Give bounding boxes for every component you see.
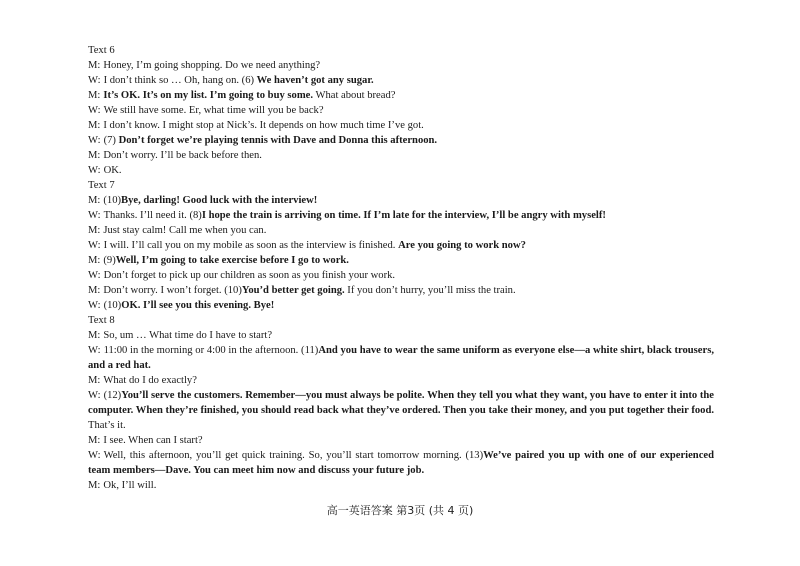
speaker-label: W:: [88, 240, 101, 251]
dialogue-text: Thanks. I’ll need it. (8): [103, 210, 202, 221]
speaker-label: M:: [88, 255, 101, 266]
dialogue-line: [88, 328, 714, 343]
dialogue-text: Text 8: [88, 315, 115, 326]
dialogue-text: I will. I’ll call you on my mobile as soon as the interview is finished.: [103, 240, 399, 251]
dialogue-line: [88, 238, 714, 253]
answer-text: We haven’t got any sugar.: [256, 75, 374, 86]
dialogue-text: Don’t forget to pick up our children as soon as you finish your work.: [103, 270, 396, 281]
dialogue-text: Honey, I’m going shopping. Do we need anything?: [103, 60, 321, 71]
dialogue-text: (9): [103, 255, 116, 266]
dialogue-line: [88, 268, 714, 283]
speaker-label: M:: [88, 60, 101, 71]
dialogue-text: (12): [103, 390, 122, 401]
speaker-label: W:: [88, 300, 101, 311]
dialogue-text: I don’t think so … Oh, hang on. (6): [103, 75, 257, 86]
dialogue-text: (7): [103, 135, 119, 146]
speaker-label: M:: [88, 435, 101, 446]
speaker-label: M:: [88, 195, 101, 206]
dialogue-text: What about bread?: [313, 90, 396, 101]
speaker-label: W:: [88, 450, 101, 461]
answer-text: You’d better get going.: [241, 285, 345, 296]
answer-transcript: [88, 43, 714, 493]
dialogue-text: OK.: [103, 165, 122, 176]
dialogue-text: (10): [103, 300, 122, 311]
dialogue-line: [88, 73, 714, 88]
speaker-label: W:: [88, 105, 101, 116]
dialogue-line: [88, 388, 714, 433]
speaker-label: M:: [88, 330, 101, 341]
dialogue-line: [88, 283, 714, 298]
answer-text: We’ve paired you up with one of our experienced team members—Dave. You can meet him now and discuss your future job.: [88, 450, 714, 476]
speaker-label: M:: [88, 480, 101, 491]
dialogue-text: What do I do exactly?: [103, 375, 197, 386]
dialogue-text: Don’t worry. I won’t forget. (10): [103, 285, 242, 296]
answer-text: OK. I’ll see you this evening. Bye!: [121, 300, 275, 311]
dialogue-line: [88, 148, 714, 163]
speaker-label: M:: [88, 90, 101, 101]
speaker-label: W:: [88, 135, 101, 146]
dialogue-line: [88, 433, 714, 448]
dialogue-text: (10): [103, 195, 122, 206]
speaker-label: W:: [88, 270, 101, 281]
speaker-label: W:: [88, 210, 101, 221]
dialogue-text: So, um … What time do I have to start?: [103, 330, 273, 341]
dialogue-text: Ok, I’ll will.: [103, 480, 157, 491]
dialogue-line: [88, 223, 714, 238]
dialogue-line: [88, 373, 714, 388]
dialogue-line: [88, 298, 714, 313]
speaker-label: W:: [88, 75, 101, 86]
dialogue-line: [88, 343, 714, 373]
section-heading: [88, 178, 714, 193]
answer-text: Don’t forget we’re playing tennis with Dave and Donna this afternoon.: [118, 135, 438, 146]
dialogue-line: [88, 58, 714, 73]
speaker-label: W:: [88, 165, 101, 176]
dialogue-line: [88, 193, 714, 208]
dialogue-text: We still have some. Er, what time will you be back?: [103, 105, 324, 116]
dialogue-text: 11:00 in the morning or 4:00 in the afternoon. (11): [103, 345, 319, 356]
section-heading: [88, 43, 714, 58]
speaker-label: M:: [88, 375, 101, 386]
dialogue-line: [88, 103, 714, 118]
dialogue-text: Just stay calm! Call me when you can.: [103, 225, 267, 236]
dialogue-line: [88, 448, 714, 478]
speaker-label: W:: [88, 390, 101, 401]
dialogue-line: [88, 163, 714, 178]
dialogue-line: [88, 208, 714, 223]
dialogue-text: Text 7: [88, 180, 115, 191]
answer-text: You’ll serve the customers. Remember—you must always be polite. When they tell you what they want, you have to enter it into the computer. When they’re finished, you should read back what they’ve ordered. Then you take their money, and you put together their food.: [88, 390, 714, 416]
dialogue-line: [88, 118, 714, 133]
dialogue-text: Don’t worry. I’ll be back before then.: [103, 150, 262, 161]
page-footer: 高一英语答案 第3页 (共 4 页): [326, 504, 474, 517]
dialogue-text: I see. When can I start?: [103, 435, 203, 446]
answer-text: Well, I’m going to take exercise before I go to work.: [115, 255, 349, 266]
answer-text: And you have to wear the same uniform as everyone else—a white shirt, black trousers, and a red hat.: [88, 345, 714, 371]
speaker-label: M:: [88, 120, 101, 131]
dialogue-line: [88, 478, 714, 493]
section-heading: [88, 313, 714, 328]
answer-text: I hope the train is arriving on time. If I’m late for the interview, I’ll be angry with myself!: [201, 210, 606, 221]
speaker-label: W:: [88, 345, 101, 356]
answer-text: Bye, darling! Good luck with the interview!: [121, 195, 318, 206]
answer-text: Are you going to work now?: [398, 240, 526, 251]
dialogue-line: [88, 88, 714, 103]
answer-text: It’s OK. It’s on my list. I’m going to buy some.: [103, 90, 313, 101]
dialogue-text: That’s it.: [88, 420, 126, 431]
dialogue-text: Well, this afternoon, you’ll get quick training. So, you’ll start tomorrow morning. (13): [103, 450, 484, 461]
dialogue-text: If you don’t hurry, you’ll miss the train.: [344, 285, 516, 296]
speaker-label: M:: [88, 285, 101, 296]
dialogue-line: [88, 253, 714, 268]
speaker-label: M:: [88, 150, 101, 161]
speaker-label: M:: [88, 225, 101, 236]
dialogue-text: Text 6: [88, 45, 115, 56]
dialogue-line: [88, 133, 714, 148]
dialogue-text: I don’t know. I might stop at Nick’s. It depends on how much time I’ve got.: [103, 120, 424, 131]
